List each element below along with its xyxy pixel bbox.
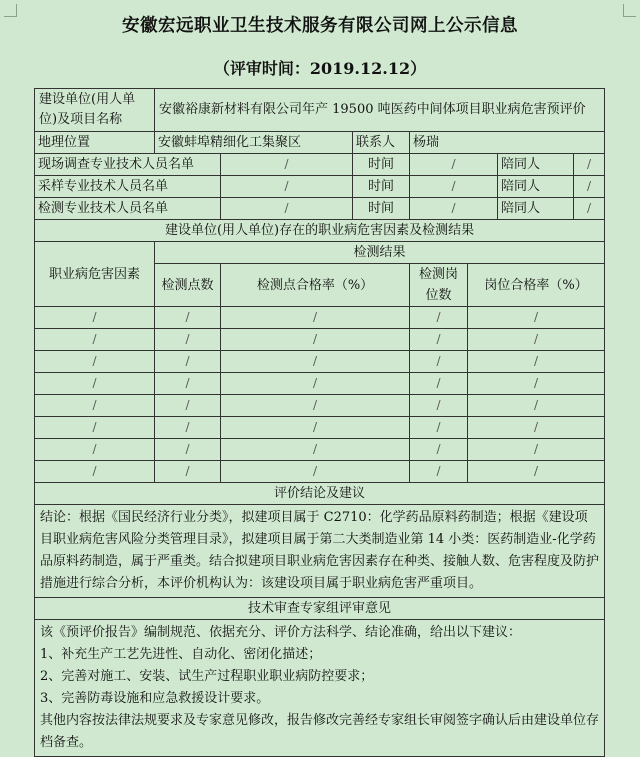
hazard-cell: / — [155, 417, 221, 439]
hazard-cell: / — [410, 351, 468, 373]
conclusion-row — [35, 505, 605, 598]
hazard-cell: / — [155, 329, 221, 351]
hazard-cell: / — [155, 395, 221, 417]
hazard-cell: / — [221, 395, 410, 417]
hazards-header-row — [35, 242, 605, 264]
hazard-cell: / — [410, 373, 468, 395]
hazards-section-row — [35, 220, 605, 242]
hazard-cell: / — [468, 351, 605, 373]
hazard-cell: / — [221, 307, 410, 329]
column-header: 检测点合格率（%） — [221, 264, 410, 307]
expert-row — [35, 620, 605, 757]
hazards-section-title: 建设单位(用人单位)存在的职业病危害因素及检测结果 — [35, 220, 605, 242]
project-value: 安徽裕康新材料有限公司年产 19500 吨医药中间体项目职业病危害预评价 — [155, 89, 605, 132]
hazard-cell: / — [410, 395, 468, 417]
time-value: / — [410, 154, 498, 176]
personnel-label: 现场调查专业技术人员名单 — [35, 154, 221, 176]
expert-section-row — [35, 598, 605, 620]
hazard-row — [35, 395, 605, 417]
time-value: / — [410, 198, 498, 220]
hazard-cell: / — [468, 329, 605, 351]
hazard-cell: / — [221, 351, 410, 373]
hazard-row — [35, 461, 605, 483]
column-header: 检测点数 — [155, 264, 221, 307]
hazard-cell: / — [410, 329, 468, 351]
accompany-value: / — [574, 198, 605, 220]
personnel-row — [35, 154, 605, 176]
hazard-cell: / — [155, 351, 221, 373]
time-label: 时间 — [353, 154, 410, 176]
hazard-cell: / — [468, 373, 605, 395]
expert-line: 2、完善对施工、安装、试生产过程职业职业病防控要求； — [40, 669, 374, 684]
disclosure-table — [34, 88, 605, 757]
accompany-label: 陪同人 — [498, 176, 574, 198]
conclusion-section-title: 评价结论及建议 — [35, 483, 605, 505]
hazard-cell: / — [35, 395, 155, 417]
time-label: 时间 — [353, 176, 410, 198]
page-title: 安徽宏远职业卫生技术服务有限公司网上公示信息 — [122, 16, 518, 36]
expert-opinion — [35, 620, 605, 757]
expert-section-title: 技术审查专家组评审意见 — [35, 598, 605, 620]
hazard-cell: / — [468, 307, 605, 329]
hazard-cell: / — [410, 307, 468, 329]
column-header: 检测岗位数 — [410, 264, 468, 307]
time-label: 时间 — [353, 198, 410, 220]
expert-line: 其他内容按法律法规要求及专家意见修改，报告修改完善经专家组长审阅签字确认后由建设单位存档备查。 — [40, 713, 600, 750]
contact-value: 杨瑞 — [410, 132, 605, 154]
time-value: / — [410, 176, 498, 198]
hazard-cell: / — [35, 307, 155, 329]
contact-label: 联系人 — [353, 132, 410, 154]
hazard-cell: / — [155, 373, 221, 395]
hazard-cell: / — [468, 461, 605, 483]
hazard-cell: / — [468, 439, 605, 461]
conclusion-text: 结论：根据《国民经济行业分类》，拟建项目属于 C2710：化学药品原料药制造；根据《建设项目职业病危害风险分类管理目录》，拟建项目属于第二大类制造业第 14 小类：医药制造业-化学药品原料药制造，属于严重类。结合拟建项目职业病危害因素存在种类、接触人数、危害程度及防护措施进行综合分析，本评价机构认为：该建设项目属于职业病危害严重项目。 — [35, 505, 605, 598]
expert-line: 该《预评价报告》编制规范、依据充分、评价方法科学、结论准确，给出以下建议： — [40, 625, 522, 640]
results-header: 检测结果 — [155, 242, 605, 264]
hazard-row — [35, 373, 605, 395]
accompany-label: 陪同人 — [498, 154, 574, 176]
accompany-value: / — [574, 176, 605, 198]
hazard-cell: / — [410, 461, 468, 483]
personnel-names: / — [221, 198, 353, 220]
location-row — [35, 132, 605, 154]
hazard-cell: / — [35, 461, 155, 483]
hazard-row — [35, 307, 605, 329]
hazard-cell: / — [35, 351, 155, 373]
personnel-names: / — [221, 154, 353, 176]
accompany-label: 陪同人 — [498, 198, 574, 220]
accompany-value: / — [574, 154, 605, 176]
hazard-cell: / — [35, 417, 155, 439]
column-header: 岗位合格率（%） — [468, 264, 605, 307]
location-value: 安徽蚌埠精细化工集聚区 — [155, 132, 353, 154]
expert-line: 1、补充生产工艺先进性、自动化、密闭化描述； — [40, 647, 322, 662]
hazard-cell: / — [35, 439, 155, 461]
location-label: 地理位置 — [35, 132, 155, 154]
hazard-cell: / — [35, 373, 155, 395]
hazard-cell: / — [221, 417, 410, 439]
hazard-cell: / — [221, 373, 410, 395]
hazard-cell: / — [468, 395, 605, 417]
personnel-label: 采样专业技术人员名单 — [35, 176, 221, 198]
hazard-cell: / — [221, 329, 410, 351]
project-row — [35, 89, 605, 132]
hazard-row — [35, 439, 605, 461]
hazard-row — [35, 329, 605, 351]
project-label: 建设单位(用人单位)及项目名称 — [35, 89, 155, 132]
hazard-cell: / — [221, 439, 410, 461]
review-time: （评审时间：2019.12.12） — [213, 59, 427, 78]
hazard-cell: / — [35, 329, 155, 351]
conclusion-section-row — [35, 483, 605, 505]
hazard-cell: / — [221, 461, 410, 483]
personnel-row — [35, 198, 605, 220]
personnel-label: 检测专业技术人员名单 — [35, 198, 221, 220]
hazard-cell: / — [155, 439, 221, 461]
hazard-row — [35, 351, 605, 373]
personnel-row — [35, 176, 605, 198]
expert-line: 3、完善防毒设施和应急救援设计要求。 — [40, 691, 270, 706]
hazard-cell: / — [468, 417, 605, 439]
hazard-cell: / — [410, 417, 468, 439]
personnel-names: / — [221, 176, 353, 198]
hazard-cell: / — [410, 439, 468, 461]
hazard-cell: / — [155, 461, 221, 483]
hazard-row — [35, 417, 605, 439]
factor-header: 职业病危害因素 — [35, 242, 155, 307]
hazard-cell: / — [155, 307, 221, 329]
